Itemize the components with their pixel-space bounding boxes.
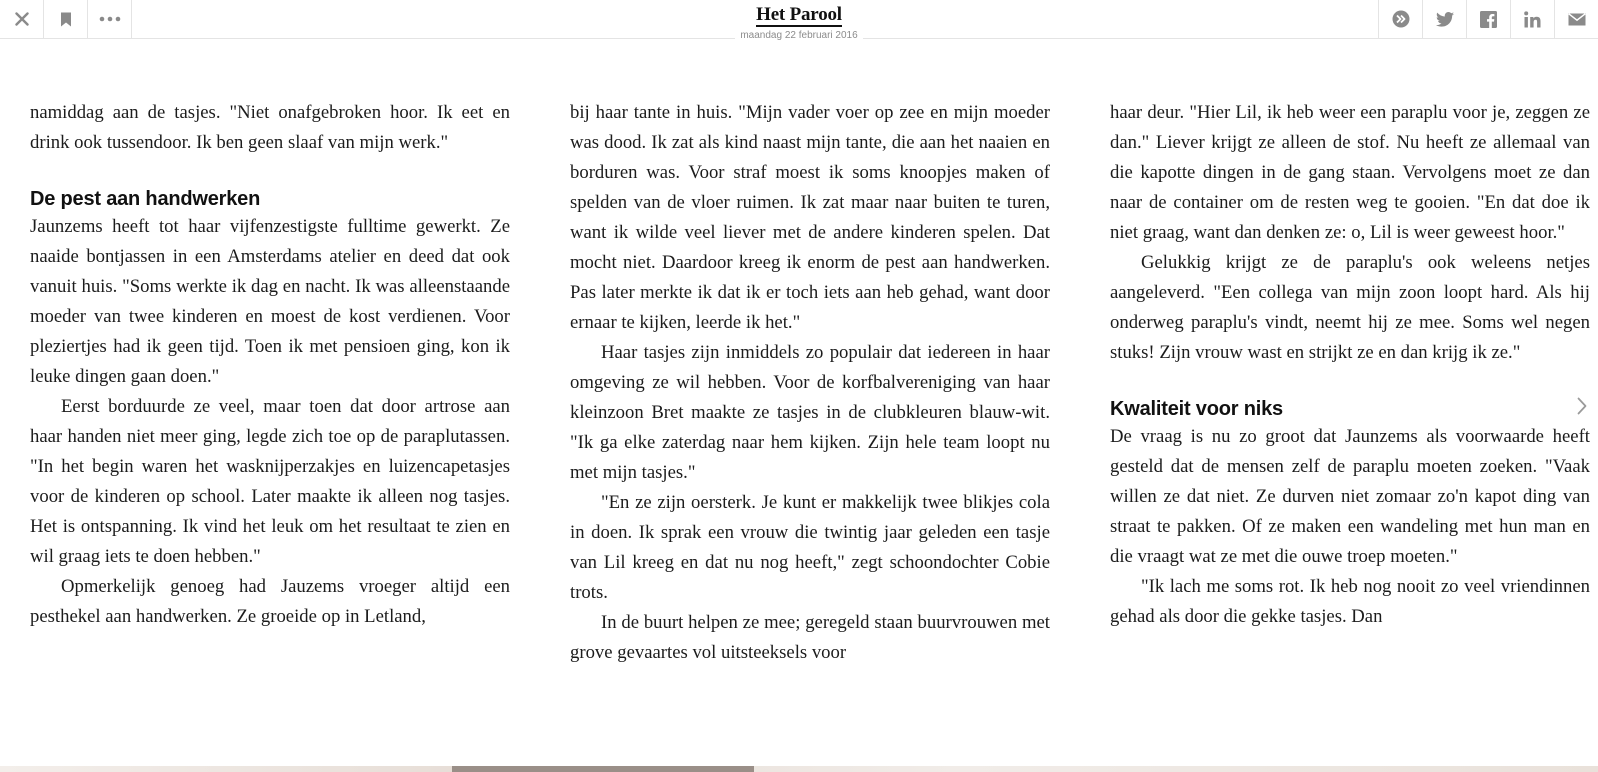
paragraph: Jaunzems heeft tot haar vijfenzestigste fulltime gewerkt. Ze naaide bontjassen in een Amsterdams atelier en deed dat ook vanuit huis. "Soms werkte ik dag en nacht. Ik was alleenstaande moeder van twee kinderen en moest de kost verdienen. Voor pleziertjes had ik geen tijd. Toen ik met pensioen ging, kon ik leuke dingen gaan doen." [30,216,510,387]
bookmark-button[interactable] [44,0,88,38]
article-column-1 [30,98,510,632]
paragraph: Opmerkelijk genoeg had Jauzems vroeger altijd een pesthekel aan handwerken. Ze groeide op in Letland, [30,576,510,627]
paragraph: namiddag aan de tasjes. "Niet onafgebroken hoor. Ik eet en drink ook tussendoor. Ik ben geen slaaf van mijn werk." [30,102,510,153]
twitter-button[interactable] [1422,0,1466,38]
paragraph: "Ik lach me soms rot. Ik heb nog nooit zo veel vriendinnen gehad als door die gekke tasjes. Dan [1110,576,1590,627]
paragraph: De vraag is nu zo groot dat Jaunzems als voorwaarde heeft gesteld dat de mensen zelf de paraplu moeten zoeken. "Vaak willen ze dat niet. Ze durven niet zomaar zo'n kapot ding van straat te pakken. Of ze maken een wandeling met hun man en die vraagt wat ze met die ouwe troep moeten." [1110,426,1590,567]
toolbar-left-group [0,0,132,38]
edition-date [0,30,1598,41]
paragraph: Haar tasjes zijn inmiddels zo populair dat iedereen in haar omgeving ze wil hebben. Voor de korfbalvereniging van haar kleinzoon Bret maakte ze tasjes in de clubkleuren blauw-wit. "Ik ga elke zaterdag naar hem kijken. Zijn hele team loopt nu met mijn tasjes." [570,342,1050,483]
more-icon [99,16,121,22]
facebook-icon [1480,11,1497,28]
toolbar-share-group [1378,0,1598,38]
paragraph: "En ze zijn oersterk. Je kunt er makkelijk twee blikjes cola in doen. Ik sprak een vrouw die twintig jaar geleden een tasje van Lil kreeg en dat nu nog heeft," zegt schoondochter Cobie trots. [570,492,1050,603]
close-button[interactable] [0,0,44,38]
masthead [0,6,1598,41]
edition-date-text: maandag 22 februari 2016 [735,30,862,41]
facebook-button[interactable] [1466,0,1510,38]
chevron-right-icon [1577,397,1587,415]
section-heading: Kwaliteit voor niks [1110,398,1283,420]
mail-icon [1568,13,1586,26]
bookmark-icon [60,12,72,27]
reading-progress-thumb[interactable] [452,766,754,772]
paragraph: Gelukkig krijgt ze de paraplu's ook weleens netjes aangeleverd. "Een collega van mijn zoon loopt hard. Als hij onderweg paraplu's vindt, neemt hij ze mee. Soms wel negen stuks! Zijn vrouw wast en strijkt ze en dan krijg ik ze." [1110,252,1590,363]
forward-icon [1392,10,1410,28]
mail-button[interactable] [1554,0,1598,38]
close-icon [15,12,29,26]
paragraph: Eerst borduurde ze veel, maar toen dat door artrose aan haar handen niet meer ging, legde zich toe op de paraplutassen. "In het begin waren het wasknijperzakjes en luizencapetasjes voor de kinderen op school. Later maakte ik alleen nog tasjes. Het is ontspanning. Ik vind het leuk om het resultaat te zien en wil graag iets te doen hebben." [30,396,510,567]
paragraph: bij haar tante in huis. "Mijn vader voer op zee en mijn moeder was dood. Ik zat als kind naast mijn tante, die aan het naaien en borduren was. Voor straf moest ik soms knoopjes maken of spelden van de vloer ruimen. Ik zat maar naar buiten te turen, want ik wilde veel liever met de andere kinderen spelen. Dat mocht niet. Daardoor kreeg ik enorm de pest aan handwerken. Pas later merkte ik dat ik er toch iets aan heb gehad, want door ernaar te kijken, leerde ik het." [570,102,1050,333]
brand-logo-text: Het Parool [756,4,842,25]
top-toolbar [0,0,1598,39]
linkedin-icon [1524,11,1541,28]
article-column-2 [570,98,1050,668]
next-page-button[interactable] [1572,393,1592,419]
article-column-3 [1110,98,1590,632]
section-heading: De pest aan handwerken [30,188,261,210]
forward-button[interactable] [1378,0,1422,38]
paragraph: haar deur. "Hier Lil, ik heb weer een paraplu voor je, zeggen ze dan." Liever krijgt ze alleen de stof. Nu heeft ze allemaal van die kapotte dingen in de gang staan. Vervolgens moet ze dan naar de container om de resten weg te gooien. "En dat doe ik niet graag, want dan denken ze: o, Lil is weer geweest hoor." [1110,102,1590,243]
more-button[interactable] [88,0,132,38]
reading-progress-track[interactable] [0,766,1598,772]
linkedin-button[interactable] [1510,0,1554,38]
paragraph: In de buurt helpen ze mee; geregeld staan buurvrouwen met grove gevaartes vol uitsteeksels voor [570,612,1050,663]
twitter-icon [1436,12,1454,27]
